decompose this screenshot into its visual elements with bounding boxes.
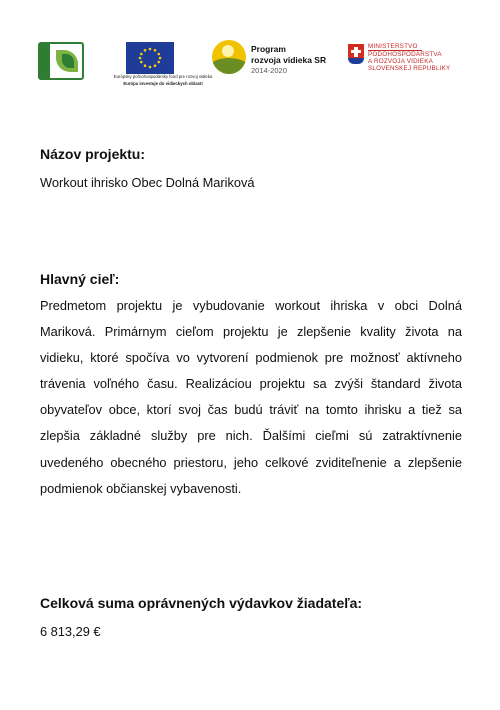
ministry-line4: SLOVENSKEJ REPUBLIKY (368, 65, 451, 72)
prv-title-line1: Program (251, 44, 286, 54)
prv-logo (212, 40, 246, 74)
prv-title-line2: rozvoja vidieka SR (251, 55, 327, 65)
ministry-line2: PÔDOHOSPODÁRSTVA (368, 51, 442, 58)
project-name-value: Workout ihrisko Obec Dolná Mariková (40, 175, 255, 190)
sum-value: 6 813,29 € (40, 624, 101, 639)
eu-caption-line2: Európa investuje do vidieckych oblastí (123, 81, 203, 86)
ministry-line3: A ROZVOJA VIDIEKA (368, 58, 433, 65)
project-name-label: Názov projektu: (40, 146, 146, 162)
ministry-line1: MINISTERSTVO (368, 43, 418, 50)
goal-text: Predmetom projektu je vybudovanie workout ihriska v obci Dolná Mariková. Primárnym cieľom projektu je zlepšenie kvality života na vidieku, ktoré spočíva vo vytvorení podmienok pre možnosť aktívneho trávenia voľného času. Realizáciou projektu sa zvýši štandard života obyvateľov obce, ktorí svoj čas budú tráviť na tomto ihrisku a tiež sa zlepšia základné služby pre nich. Ďalšími cieľmi sú zatraktívnenie uvedeného obecného priestoru, jeho celkové zviditeľnenie a zlepšenie podmienok občianskej vybavenosti. (40, 298, 462, 496)
slovak-crest-icon (348, 44, 364, 64)
eu-flag-logo (126, 42, 174, 74)
eu-caption-line1: Európsky poľnohospodársky fond pre rozvoj vidieka (113, 74, 213, 79)
prv-years: 2014-2020 (251, 66, 287, 75)
goal-label: Hlavný cieľ: (40, 271, 120, 287)
leader-logo (38, 42, 84, 80)
logo-strip (38, 38, 468, 98)
sum-label: Celková suma oprávnených výdavkov žiadateľa: (40, 595, 363, 611)
